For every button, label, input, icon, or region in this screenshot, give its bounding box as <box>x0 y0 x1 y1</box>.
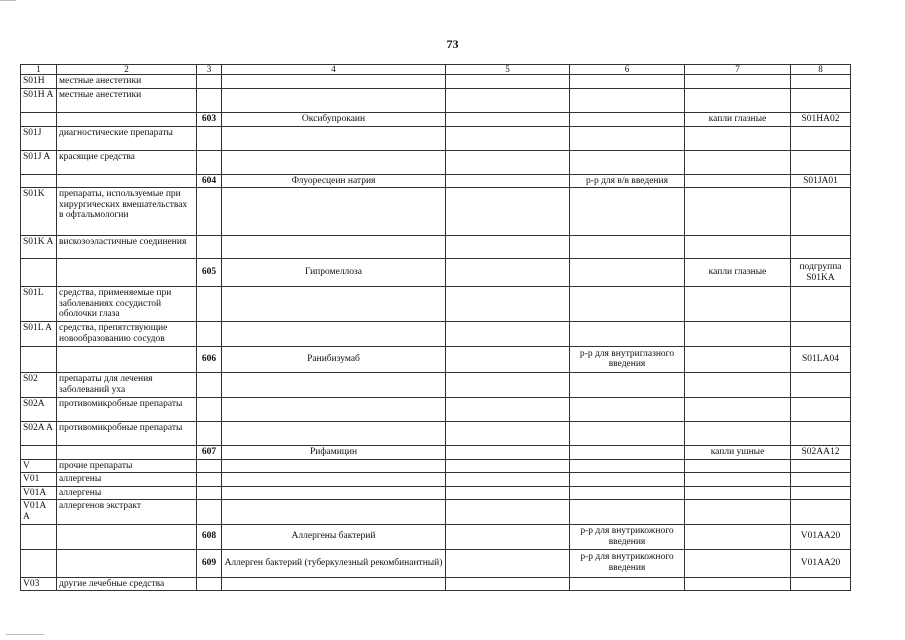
row-code <box>21 524 57 549</box>
row-number <box>197 459 222 473</box>
row-code: S01L A <box>21 321 57 346</box>
row-col5 <box>446 500 570 524</box>
row-code: V <box>21 459 57 473</box>
row-atc-code <box>791 88 851 112</box>
row-inn <box>222 577 446 591</box>
row-atc-code <box>791 372 851 397</box>
row-code: S01K <box>21 188 57 236</box>
row-code <box>21 112 57 126</box>
row-name: красящие средства <box>57 150 197 174</box>
row-dosage-form <box>570 259 685 287</box>
row-name <box>57 346 197 372</box>
row-dosage-form <box>570 321 685 346</box>
table-row <box>21 287 851 322</box>
row-code: S01H A <box>21 88 57 112</box>
row-name <box>57 259 197 287</box>
table-row <box>21 459 851 473</box>
row-col7 <box>685 459 791 473</box>
row-dosage-form <box>570 75 685 89</box>
table-row <box>21 126 851 150</box>
row-col7 <box>685 549 791 577</box>
table-row <box>21 421 851 445</box>
row-name: местные анестетики <box>57 75 197 89</box>
row-code: S01J A <box>21 150 57 174</box>
table-row <box>21 188 851 236</box>
row-number <box>197 150 222 174</box>
row-col7: капли глазные <box>685 259 791 287</box>
row-inn <box>222 421 446 445</box>
row-code: S02A <box>21 397 57 421</box>
column-header: 1 <box>21 65 57 75</box>
row-inn <box>222 75 446 89</box>
row-code <box>21 174 57 188</box>
row-code: S02 <box>21 372 57 397</box>
row-col7: капли глазные <box>685 112 791 126</box>
table-row <box>21 577 851 591</box>
table-row <box>21 321 851 346</box>
row-dosage-form <box>570 88 685 112</box>
row-code <box>21 445 57 459</box>
row-col5 <box>446 445 570 459</box>
row-col5 <box>446 372 570 397</box>
row-number <box>197 421 222 445</box>
row-name: диагностические препараты <box>57 126 197 150</box>
table-row <box>21 236 851 259</box>
row-col5 <box>446 486 570 500</box>
row-atc-code <box>791 188 851 236</box>
row-atc-code <box>791 459 851 473</box>
row-number: 606 <box>197 346 222 372</box>
row-inn <box>222 236 446 259</box>
row-name: аллергены <box>57 486 197 500</box>
row-number: 603 <box>197 112 222 126</box>
row-name: препараты для лечения заболеваний уха <box>57 372 197 397</box>
row-number <box>197 236 222 259</box>
row-inn: Флуоресцеин натрия <box>222 174 446 188</box>
row-code: S01K A <box>21 236 57 259</box>
table-row <box>21 346 851 372</box>
row-name: местные анестетики <box>57 88 197 112</box>
row-dosage-form <box>570 500 685 524</box>
row-col5 <box>446 75 570 89</box>
row-code: S01L <box>21 287 57 322</box>
table-row <box>21 259 851 287</box>
row-code <box>21 346 57 372</box>
row-inn <box>222 287 446 322</box>
row-atc-code: S01LA04 <box>791 346 851 372</box>
row-dosage-form <box>570 112 685 126</box>
row-name <box>57 549 197 577</box>
row-atc-code: V01AA20 <box>791 524 851 549</box>
row-name: другие лечебные средства <box>57 577 197 591</box>
row-code <box>21 259 57 287</box>
row-atc-code: S01HA02 <box>791 112 851 126</box>
row-code: V03 <box>21 577 57 591</box>
row-name: средства, препятствующие новообразованию сосудов <box>57 321 197 346</box>
row-col7: капли ушные <box>685 445 791 459</box>
row-number <box>197 188 222 236</box>
row-dosage-form <box>570 459 685 473</box>
row-name: аллергенов экстракт <box>57 500 197 524</box>
row-col7 <box>685 188 791 236</box>
row-number: 605 <box>197 259 222 287</box>
row-col5 <box>446 549 570 577</box>
row-dosage-form <box>570 287 685 322</box>
row-inn <box>222 486 446 500</box>
row-number <box>197 577 222 591</box>
row-dosage-form <box>570 236 685 259</box>
row-code <box>21 549 57 577</box>
row-dosage-form <box>570 473 685 487</box>
row-col7 <box>685 75 791 89</box>
row-col5 <box>446 321 570 346</box>
left-margin-mark <box>0 0 16 1</box>
table-row <box>21 549 851 577</box>
row-number <box>197 500 222 524</box>
row-col5 <box>446 459 570 473</box>
row-dosage-form <box>570 150 685 174</box>
row-dosage-form <box>570 577 685 591</box>
table-row <box>21 75 851 89</box>
table-row <box>21 397 851 421</box>
row-inn <box>222 150 446 174</box>
row-atc-code <box>791 500 851 524</box>
row-code: S01J <box>21 126 57 150</box>
table-row <box>21 445 851 459</box>
row-name: прочие препараты <box>57 459 197 473</box>
row-atc-code <box>791 421 851 445</box>
row-name: противомикробные препараты <box>57 397 197 421</box>
row-name <box>57 174 197 188</box>
row-inn <box>222 372 446 397</box>
column-header: 7 <box>685 65 791 75</box>
row-code: S01H <box>21 75 57 89</box>
row-atc-code: S01JA01 <box>791 174 851 188</box>
row-name: аллергены <box>57 473 197 487</box>
row-inn: Аллергены бактерий <box>222 524 446 549</box>
row-col5 <box>446 346 570 372</box>
row-inn: Ранибизумаб <box>222 346 446 372</box>
row-atc-code <box>791 577 851 591</box>
row-number: 604 <box>197 174 222 188</box>
row-number <box>197 126 222 150</box>
column-header: 5 <box>446 65 570 75</box>
header-row <box>21 65 851 75</box>
row-code: V01 <box>21 473 57 487</box>
row-col5 <box>446 236 570 259</box>
column-header: 2 <box>57 65 197 75</box>
row-dosage-form <box>570 421 685 445</box>
row-atc-code <box>791 287 851 322</box>
row-inn <box>222 473 446 487</box>
row-col7 <box>685 524 791 549</box>
row-number <box>197 75 222 89</box>
row-dosage-form <box>570 397 685 421</box>
row-col7 <box>685 174 791 188</box>
table-row <box>21 88 851 112</box>
table-row <box>21 150 851 174</box>
row-dosage-form <box>570 486 685 500</box>
row-number <box>197 88 222 112</box>
row-atc-code <box>791 486 851 500</box>
row-col7 <box>685 421 791 445</box>
row-dosage-form <box>570 372 685 397</box>
row-name <box>57 445 197 459</box>
row-atc-code <box>791 126 851 150</box>
row-inn <box>222 188 446 236</box>
row-col5 <box>446 287 570 322</box>
row-atc-code <box>791 236 851 259</box>
row-col7 <box>685 372 791 397</box>
row-atc-code <box>791 397 851 421</box>
row-col5 <box>446 174 570 188</box>
row-atc-code <box>791 75 851 89</box>
row-inn <box>222 397 446 421</box>
table-row <box>21 524 851 549</box>
row-atc-code <box>791 321 851 346</box>
row-col5 <box>446 88 570 112</box>
row-col5 <box>446 524 570 549</box>
row-name: препараты, используемые при хирургических вмешательствах в офтальмологии <box>57 188 197 236</box>
row-name: средства, применяемые при заболеваниях сосудистой оболочки глаза <box>57 287 197 322</box>
row-code: V01A A <box>21 500 57 524</box>
row-col7 <box>685 126 791 150</box>
row-col7 <box>685 88 791 112</box>
table-row <box>21 112 851 126</box>
row-code: V01A <box>21 486 57 500</box>
row-col7 <box>685 150 791 174</box>
row-col5 <box>446 397 570 421</box>
drug-table <box>20 64 851 591</box>
row-name <box>57 524 197 549</box>
row-inn <box>222 88 446 112</box>
row-number <box>197 372 222 397</box>
row-col5 <box>446 150 570 174</box>
row-col5 <box>446 473 570 487</box>
row-col7 <box>685 500 791 524</box>
row-atc-code: S02AA12 <box>791 445 851 459</box>
row-code: S02A A <box>21 421 57 445</box>
row-inn <box>222 500 446 524</box>
row-col5 <box>446 421 570 445</box>
row-number <box>197 321 222 346</box>
row-dosage-form <box>570 445 685 459</box>
row-inn <box>222 126 446 150</box>
table-row <box>21 174 851 188</box>
column-header: 8 <box>791 65 851 75</box>
row-dosage-form <box>570 126 685 150</box>
table-row <box>21 486 851 500</box>
row-inn <box>222 321 446 346</box>
row-col5 <box>446 188 570 236</box>
row-col7 <box>685 346 791 372</box>
row-name: противомикробные препараты <box>57 421 197 445</box>
row-col5 <box>446 112 570 126</box>
row-dosage-form: р-р для внутрикожного введения <box>570 549 685 577</box>
page-number: 73 <box>446 37 459 51</box>
row-atc-code: V01AA20 <box>791 549 851 577</box>
column-header: 6 <box>570 65 685 75</box>
row-number <box>197 287 222 322</box>
row-name: вискозоэластичные соединения <box>57 236 197 259</box>
row-col7 <box>685 236 791 259</box>
row-name <box>57 112 197 126</box>
row-number <box>197 486 222 500</box>
row-col7 <box>685 287 791 322</box>
row-dosage-form <box>570 188 685 236</box>
row-dosage-form: р-р для внутриглазного введения <box>570 346 685 372</box>
table-row <box>21 500 851 524</box>
row-number <box>197 397 222 421</box>
column-header: 4 <box>222 65 446 75</box>
row-col7 <box>685 321 791 346</box>
row-inn: Аллерген бактерий (туберкулезный рекомбинантный) <box>222 549 446 577</box>
row-number: 607 <box>197 445 222 459</box>
row-inn <box>222 459 446 473</box>
row-dosage-form: р-р для в/в введения <box>570 174 685 188</box>
row-number: 608 <box>197 524 222 549</box>
row-dosage-form: р-р для внутрикожного введения <box>570 524 685 549</box>
row-inn: Оксибупрокаин <box>222 112 446 126</box>
row-col7 <box>685 577 791 591</box>
row-col7 <box>685 486 791 500</box>
row-inn: Гипромеллоза <box>222 259 446 287</box>
row-col7 <box>685 397 791 421</box>
row-col5 <box>446 259 570 287</box>
table-row <box>21 372 851 397</box>
row-number: 609 <box>197 549 222 577</box>
row-atc-code <box>791 473 851 487</box>
bottom-margin-mark <box>6 634 44 635</box>
row-atc-code: подгруппа S01KA <box>791 259 851 287</box>
row-col5 <box>446 577 570 591</box>
row-atc-code <box>791 150 851 174</box>
row-col5 <box>446 126 570 150</box>
row-col7 <box>685 473 791 487</box>
row-inn: Рифамицин <box>222 445 446 459</box>
column-header: 3 <box>197 65 222 75</box>
table-row <box>21 473 851 487</box>
row-number <box>197 473 222 487</box>
